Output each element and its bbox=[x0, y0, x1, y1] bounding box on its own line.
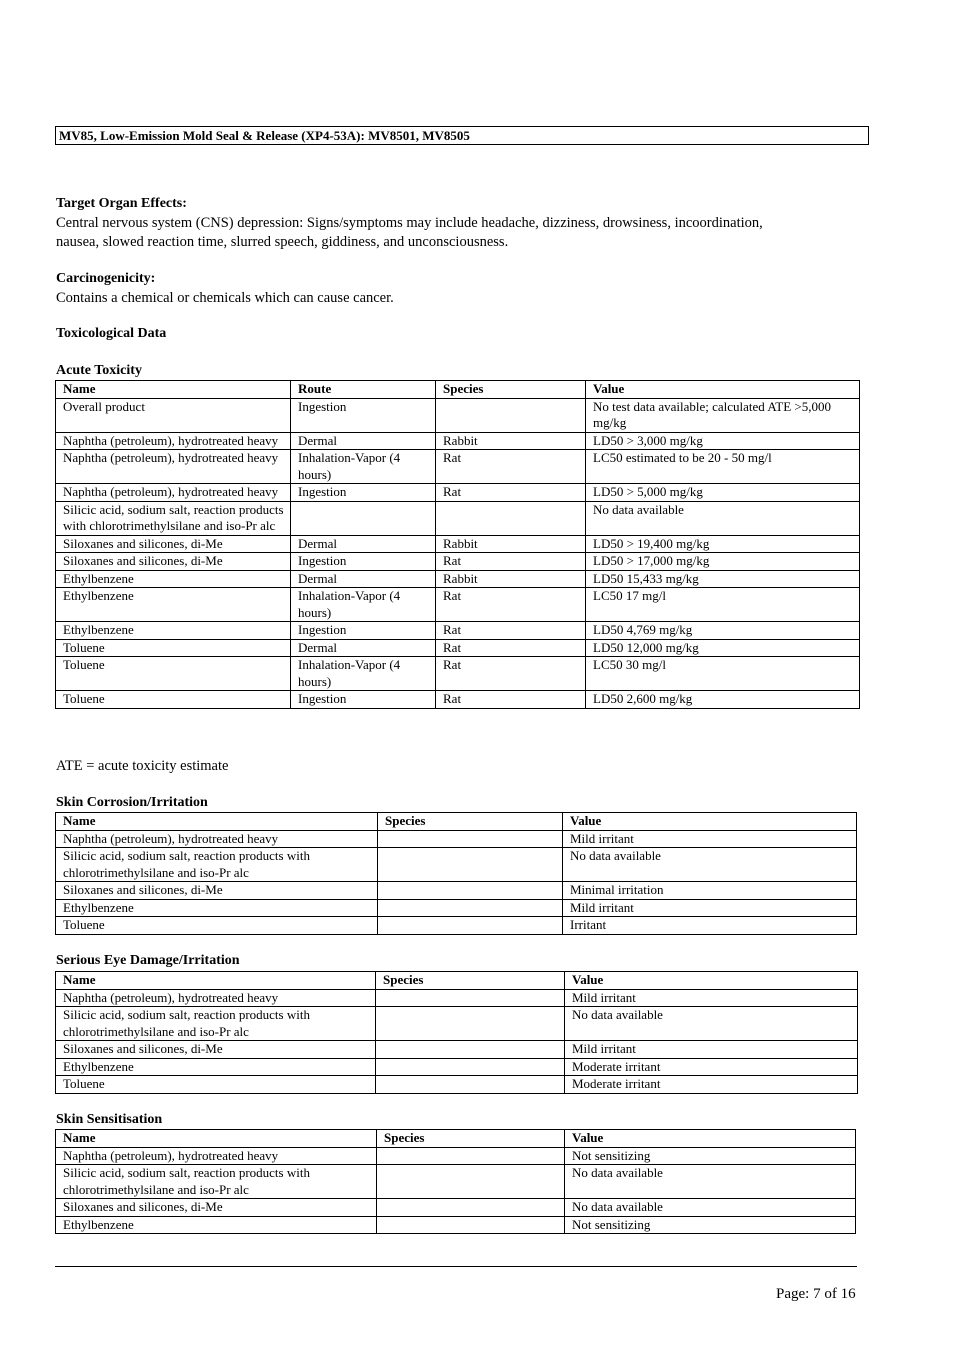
table-row bbox=[56, 1058, 858, 1076]
cell-value: LD50 > 5,000 mg/kg bbox=[586, 484, 860, 502]
skin-corrosion-table bbox=[55, 812, 857, 935]
cell-value: Mild irritant bbox=[563, 899, 857, 917]
column-header-name: Name bbox=[56, 972, 376, 990]
cell-species bbox=[377, 1199, 565, 1217]
table-row bbox=[56, 450, 860, 484]
toxicological-data-title: Toxicological Data bbox=[56, 326, 167, 341]
cell-name: Siloxanes and silicones, di-Me bbox=[56, 553, 291, 571]
cell-name: Naphtha (petroleum), hydrotreated heavy bbox=[56, 432, 291, 450]
table-row bbox=[56, 535, 860, 553]
acute-toxicity-table bbox=[55, 380, 860, 709]
table-row bbox=[56, 484, 860, 502]
cell-species: Rat bbox=[436, 484, 586, 502]
eye-damage-table bbox=[55, 971, 858, 1094]
cell-species: Rabbit bbox=[436, 535, 586, 553]
cell-route: Inhalation-Vapor (4 hours) bbox=[291, 588, 436, 622]
column-header-species: Species bbox=[377, 1130, 565, 1148]
cell-value: LC50 30 mg/l bbox=[586, 657, 860, 691]
cell-value: Minimal irritation bbox=[563, 882, 857, 900]
cell-species bbox=[376, 1007, 565, 1041]
footer-divider bbox=[55, 1266, 857, 1267]
cell-route: Ingestion bbox=[291, 691, 436, 709]
table-header-row bbox=[56, 381, 860, 399]
cell-species bbox=[376, 1058, 565, 1076]
column-header-value: Value bbox=[586, 381, 860, 399]
cell-species bbox=[377, 1216, 565, 1234]
table-row bbox=[56, 639, 860, 657]
cell-name: Ethylbenzene bbox=[56, 570, 291, 588]
cell-value: LD50 > 19,400 mg/kg bbox=[586, 535, 860, 553]
cell-species: Rat bbox=[436, 588, 586, 622]
table-row bbox=[56, 830, 857, 848]
cell-name: Naphtha (petroleum), hydrotreated heavy bbox=[56, 450, 291, 484]
carcinogenicity-title: Carcinogenicity: bbox=[56, 271, 156, 286]
target-organ-text-line-1: Central nervous system (CNS) depression: Signs/symptoms may include headache, dizziness, drowsiness, incoordination, bbox=[56, 215, 763, 231]
cell-value: LD50 12,000 mg/kg bbox=[586, 639, 860, 657]
table-row bbox=[56, 501, 860, 535]
cell-value: LD50 > 3,000 mg/kg bbox=[586, 432, 860, 450]
cell-name: Naphtha (petroleum), hydrotreated heavy bbox=[56, 1147, 377, 1165]
cell-name: Siloxanes and silicones, di-Me bbox=[56, 1199, 377, 1217]
cell-value: Moderate irritant bbox=[565, 1076, 858, 1094]
eye-damage-title: Serious Eye Damage/Irritation bbox=[56, 953, 240, 968]
table-row bbox=[56, 432, 860, 450]
column-header-route: Route bbox=[291, 381, 436, 399]
cell-name: Silicic acid, sodium salt, reaction products with chlorotrimethylsilane and iso-Pr alc bbox=[56, 848, 378, 882]
table-row bbox=[56, 1041, 858, 1059]
cell-species bbox=[436, 501, 586, 535]
cell-species: Rabbit bbox=[436, 570, 586, 588]
cell-species bbox=[378, 882, 563, 900]
cell-species bbox=[378, 848, 563, 882]
cell-value: Irritant bbox=[563, 917, 857, 935]
cell-route: Dermal bbox=[291, 535, 436, 553]
cell-name: Naphtha (petroleum), hydrotreated heavy bbox=[56, 484, 291, 502]
cell-route: Inhalation-Vapor (4 hours) bbox=[291, 450, 436, 484]
column-header-name: Name bbox=[56, 1130, 377, 1148]
cell-name: Toluene bbox=[56, 1076, 376, 1094]
cell-species: Rat bbox=[436, 553, 586, 571]
table-row bbox=[56, 691, 860, 709]
acute-toxicity-rows bbox=[56, 398, 860, 708]
cell-route: Ingestion bbox=[291, 484, 436, 502]
table-row bbox=[56, 1076, 858, 1094]
cell-name: Siloxanes and silicones, di-Me bbox=[56, 882, 378, 900]
cell-value: Mild irritant bbox=[563, 830, 857, 848]
cell-value: LC50 estimated to be 20 - 50 mg/l bbox=[586, 450, 860, 484]
cell-value: LD50 > 17,000 mg/kg bbox=[586, 553, 860, 571]
cell-value: Not sensitizing bbox=[565, 1216, 856, 1234]
table-header-row bbox=[56, 813, 857, 831]
column-header-name: Name bbox=[56, 381, 291, 399]
skin-corrosion-title: Skin Corrosion/Irritation bbox=[56, 795, 208, 810]
cell-route bbox=[291, 501, 436, 535]
target-organ-text-line-2: nausea, slowed reaction time, slurred speech, giddiness, and unconsciousness. bbox=[56, 234, 509, 250]
cell-name: Overall product bbox=[56, 398, 291, 432]
cell-route: Dermal bbox=[291, 432, 436, 450]
skin-sensitisation-table bbox=[55, 1129, 856, 1234]
table-row bbox=[56, 917, 857, 935]
cell-route: Ingestion bbox=[291, 398, 436, 432]
table-row bbox=[56, 553, 860, 571]
cell-species bbox=[378, 899, 563, 917]
column-header-value: Value bbox=[565, 1130, 856, 1148]
cell-value: LD50 2,600 mg/kg bbox=[586, 691, 860, 709]
table-header-row bbox=[56, 972, 858, 990]
cell-value: No data available bbox=[565, 1007, 858, 1041]
cell-value: No data available bbox=[565, 1199, 856, 1217]
table-row bbox=[56, 1147, 856, 1165]
cell-value: No data available bbox=[563, 848, 857, 882]
eye-damage-rows bbox=[56, 989, 858, 1093]
cell-species: Rat bbox=[436, 622, 586, 640]
cell-name: Toluene bbox=[56, 691, 291, 709]
cell-value: No test data available; calculated ATE >5,000 mg/kg bbox=[586, 398, 860, 432]
cell-value: No data available bbox=[565, 1165, 856, 1199]
cell-value: Mild irritant bbox=[565, 989, 858, 1007]
skin-corrosion-rows bbox=[56, 830, 857, 934]
ate-note: ATE = acute toxicity estimate bbox=[56, 758, 229, 774]
acute-toxicity-title: Acute Toxicity bbox=[56, 363, 142, 378]
cell-name: Ethylbenzene bbox=[56, 588, 291, 622]
page-number: Page: 7 of 16 bbox=[776, 1286, 856, 1302]
cell-route: Inhalation-Vapor (4 hours) bbox=[291, 657, 436, 691]
target-organ-text bbox=[56, 214, 856, 252]
cell-value: LD50 4,769 mg/kg bbox=[586, 622, 860, 640]
cell-value: Not sensitizing bbox=[565, 1147, 856, 1165]
column-header-value: Value bbox=[565, 972, 858, 990]
table-row bbox=[56, 989, 858, 1007]
cell-route: Ingestion bbox=[291, 622, 436, 640]
cell-name: Siloxanes and silicones, di-Me bbox=[56, 535, 291, 553]
target-organ-title: Target Organ Effects: bbox=[56, 196, 187, 211]
skin-sensitisation-title: Skin Sensitisation bbox=[56, 1112, 163, 1127]
cell-species bbox=[378, 917, 563, 935]
cell-name: Toluene bbox=[56, 639, 291, 657]
cell-name: Toluene bbox=[56, 917, 378, 935]
cell-species bbox=[436, 398, 586, 432]
cell-species bbox=[376, 1041, 565, 1059]
cell-name: Naphtha (petroleum), hydrotreated heavy bbox=[56, 989, 376, 1007]
cell-species bbox=[377, 1147, 565, 1165]
column-header-species: Species bbox=[436, 381, 586, 399]
table-row bbox=[56, 899, 857, 917]
carcinogenicity-text: Contains a chemical or chemicals which can cause cancer. bbox=[56, 290, 394, 306]
cell-species: Rat bbox=[436, 691, 586, 709]
table-header-row bbox=[56, 1130, 856, 1148]
cell-name: Siloxanes and silicones, di-Me bbox=[56, 1041, 376, 1059]
column-header-name: Name bbox=[56, 813, 378, 831]
cell-value: No data available bbox=[586, 501, 860, 535]
column-header-species: Species bbox=[378, 813, 563, 831]
cell-species: Rat bbox=[436, 450, 586, 484]
cell-name: Toluene bbox=[56, 657, 291, 691]
cell-value: Mild irritant bbox=[565, 1041, 858, 1059]
table-row bbox=[56, 1165, 856, 1199]
cell-name: Naphtha (petroleum), hydrotreated heavy bbox=[56, 830, 378, 848]
cell-route: Dermal bbox=[291, 570, 436, 588]
cell-route: Ingestion bbox=[291, 553, 436, 571]
cell-value: LC50 17 mg/l bbox=[586, 588, 860, 622]
cell-name: Ethylbenzene bbox=[56, 1216, 377, 1234]
cell-name: Silicic acid, sodium salt, reaction products with chlorotrimethylsilane and iso-Pr alc bbox=[56, 501, 291, 535]
cell-name: Ethylbenzene bbox=[56, 1058, 376, 1076]
cell-species bbox=[378, 830, 563, 848]
cell-species: Rat bbox=[436, 639, 586, 657]
column-header-species: Species bbox=[376, 972, 565, 990]
cell-name: Silicic acid, sodium salt, reaction products with chlorotrimethylsilane and iso-Pr alc bbox=[56, 1165, 377, 1199]
table-row bbox=[56, 1007, 858, 1041]
table-row bbox=[56, 1199, 856, 1217]
cell-name: Silicic acid, sodium salt, reaction products with chlorotrimethylsilane and iso-Pr alc bbox=[56, 1007, 376, 1041]
table-row bbox=[56, 622, 860, 640]
table-row bbox=[56, 657, 860, 691]
cell-route: Dermal bbox=[291, 639, 436, 657]
table-row bbox=[56, 570, 860, 588]
product-title-header: MV85, Low-Emission Mold Seal & Release (XP4-53A): MV8501, MV8505 bbox=[55, 126, 869, 145]
cell-species: Rabbit bbox=[436, 432, 586, 450]
cell-species: Rat bbox=[436, 657, 586, 691]
table-row bbox=[56, 882, 857, 900]
cell-species bbox=[376, 989, 565, 1007]
cell-species bbox=[376, 1076, 565, 1094]
table-row bbox=[56, 398, 860, 432]
skin-sensitisation-rows bbox=[56, 1147, 856, 1234]
table-row bbox=[56, 588, 860, 622]
cell-value: LD50 15,433 mg/kg bbox=[586, 570, 860, 588]
table-row bbox=[56, 1216, 856, 1234]
cell-name: Ethylbenzene bbox=[56, 622, 291, 640]
cell-species bbox=[377, 1165, 565, 1199]
cell-name: Ethylbenzene bbox=[56, 899, 378, 917]
table-row bbox=[56, 848, 857, 882]
cell-value: Moderate irritant bbox=[565, 1058, 858, 1076]
column-header-value: Value bbox=[563, 813, 857, 831]
